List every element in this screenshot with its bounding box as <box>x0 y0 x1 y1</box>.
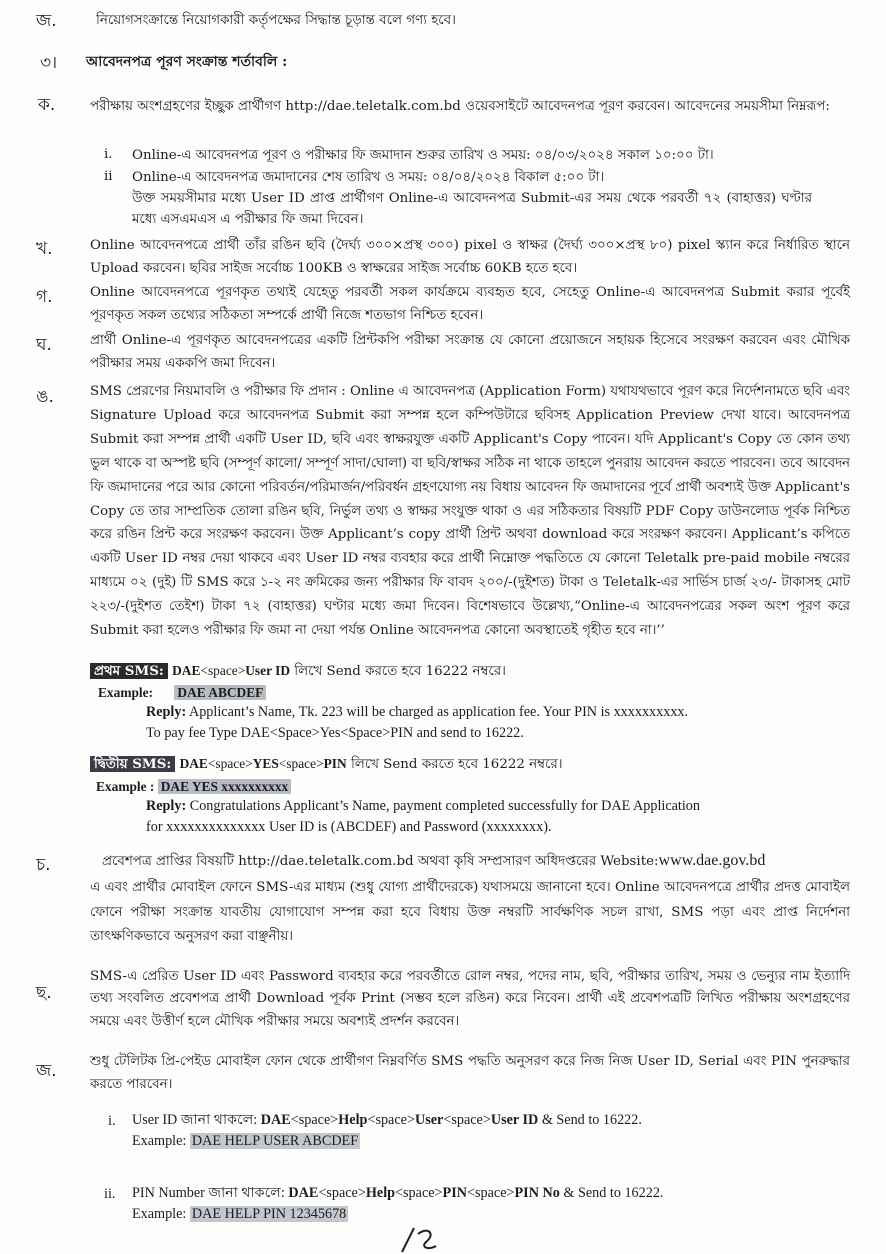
item-cha-text: এ এবং প্রার্থীর মোবাইল ফোনে SMS-এর মাধ্যম (শুধু যোগ্য প্রার্থীদেরকে) যথাসময়ে জানানো হবে। Online আবেদনপত্রে প্রার্থীর প্রদত্ত মোবাইল ফোনে পরীক্ষা সংক্রান্ত যাবতীয় যোগাযোগ সম্পন্ন করা হবে বিধায় উক্ত নম্বরটি সার্বক্ষণিক সচল রাখা, SMS পড়া এবং প্রাপ্ত নির্দেশনা তাৎক্ষণিকভাবে অনুসরণ করা বাঞ্ছনীয়। <box>90 880 850 944</box>
recover-userid-line <box>132 1110 852 1131</box>
sms2-command-line <box>90 753 850 775</box>
sms1-cmd-tail: লিখে Send করতে হবে 16222 নম্বরে। <box>290 664 506 679</box>
sms1-example-line <box>98 682 858 703</box>
sms1-label: প্রথম SMS: <box>90 663 168 679</box>
s2-pre: PIN Number জানা থাকলে: <box>132 1185 289 1201</box>
cha-first-line <box>102 850 862 872</box>
item-ja-text: শুধু টেলিটক প্রি-পেইড মোবাইল ফোন থেকে প্রার্থীগণ নিম্নবর্ণিত SMS পদ্ধতি অনুসরণ করে নিজ নিজ User ID, Serial এবং PIN পুনরুদ্ধার করতে পারবেন। <box>90 1054 850 1092</box>
item-gha-text: প্রার্থী Online-এ পূরণকৃত আবেদনপত্রের একটি প্রিন্টকপি পরীক্ষা সংক্রান্ত যে কোনো প্রয়োজনে সহায়ক হিসেবে সংরক্ষণ করবেন এবং মৌখিক পরীক্ষার সময় এককপি জমা দিবেন। <box>90 333 850 371</box>
s1-space3: <space> <box>443 1112 491 1128</box>
s2-pinno: PIN No <box>514 1185 560 1201</box>
s1-help: Help <box>338 1112 368 1128</box>
sms1-reply-text2: To pay fee Type DAE<Space>Yes<Space>PIN and send to 16222. <box>146 725 524 741</box>
sms2-cmd-dae: DAE <box>179 756 208 771</box>
handwritten-mark <box>396 1224 440 1254</box>
s1-userid: User ID <box>490 1112 539 1128</box>
application-start-date: Online-এ আবেদনপত্র পূরণ ও পরীক্ষার ফি জমাদান শুরুর তারিখ ও সময়: ০৪/০৩/২০২৪ সকাল ১০:০০ টা। <box>132 148 714 163</box>
s1-tail: & Send to 16222. <box>538 1112 642 1128</box>
s2-help: Help <box>365 1185 396 1201</box>
sms2-reply-text: Congratulations Applicant’s Name, payment completed successfully for DAE Application <box>186 798 700 814</box>
sms2-cmd-space2: <space> <box>278 756 324 771</box>
item-marker: ঙ. <box>36 387 54 407</box>
s2-dae: DAE <box>288 1185 319 1201</box>
s2-pin: PIN <box>442 1185 467 1201</box>
item-umo-text: SMS প্রেরণের নিয়মাবলি ও পরীক্ষার ফি প্রদান : Online এ আবেদনপত্র (Application Form) যথাযথভাবে পূরণ করে নির্দেশনামতে ছবি এবং Signature Upload করে আবেদনপত্র Submit করা সম্পন্ন হলে কম্পিউটারে ছবিসহ Application Preview দেখা যাবে। আবেদনপত্র Submit করা সম্পন্ন প্রার্থী একটি User ID, ছবি এবং স্বাক্ষরযুক্ত একটি Applicant's Copy পাবেন। যদি Applicant's Copy তে কোন তথ্য ভুল থাকে বা অস্পষ্ট ছবি (সম্পূর্ণ কালো/ সম্পূর্ণ সাদা/ঘোলা) বা ছবি/স্বাক্ষর সঠিক না থাকে তাহলে পুনরায় আবেদন করতে পারবেন। তবে আবেদন ফি জমাদানের পরে আর কোনো পরিবর্তন/পরিমার্জন/পরিবর্ধন গ্রহণযোগ্য নয় বিধায় আবেদন ফি জমাদানের পূর্বে প্রার্থী অবশ্যই উক্ত Applicant's Copy তে তার সাম্প্রতিক তোলা রঙিন ছবি, নির্ভুল তথ্য ও স্বাক্ষর সংযুক্ত থাকা ও এর সঠিকতার বিষয়টি PDF Copy ডাউনলোড পূর্বক নিশ্চিত করে রঙিন প্রিন্ট করে সংরক্ষণ করবেন। উক্ত Applicant’s copy প্রার্থী প্রিন্ট অথবা download করে সংরক্ষণ করবেন। Applicant’s কপিতে একটি User ID নম্বর দেয়া থাকবে এবং User ID নম্বর ব্যবহার করে প্রার্থী নিম্নোক্ত পদ্ধতিতে যে কোনো Teletalk pre-paid mobile নম্বরের মাধ্যমে ০২ (দুই) টি SMS করে ১-২ নং ক্রমিকের জন্য পরীক্ষার ফি বাবদ ২০০/-(দুইশত) টাকা ও Teletalk-এর সার্ভিস চার্জ ২৩/- টাকাসহ মোট ২২৩/-(দুইশত তেইশ) টাকা ৭২ (বাহাত্তর) ঘণ্টার মধ্যে জমা দিবেন। বিশেষভাবে উল্লেখ্য,“Online-এ আবেদনপত্রের সকল অংশ পূরণ করে Submit করা হলেও পরীক্ষার ফি জমা না দেয়া পর্যন্ত Online আবেদনপত্র কোনো অবস্থাতেই গৃহীত হবে না।’’ <box>90 384 850 639</box>
s1-user: User <box>414 1112 444 1128</box>
recover-userid-example <box>132 1131 852 1152</box>
s1-space1: <space> <box>290 1112 339 1128</box>
item-kha-text: Online আবেদনপত্রে প্রার্থী তাঁর রঙিন ছবি (দৈর্ঘ্য ৩০০×প্রস্থ ৩০০) pixel ও স্বাক্ষর (দৈর্ঘ্য ৩০০×প্রস্থ ৮০) pixel স্ক্যান করে নির্ধারিত স্থানে Upload করবেন। ছবির সাইজ সর্বোচ্চ 100KB ও স্বাক্ষরের সাইজ সর্বোচ্চ 60KB হতে হবে। <box>90 238 850 276</box>
sms2-cmd-yes: YES <box>252 756 279 771</box>
s2-example-value: DAE HELP PIN 12345678 <box>191 1206 347 1222</box>
s1-space2: <space> <box>367 1112 415 1128</box>
s1-example-label: Example: <box>132 1133 190 1149</box>
item-marker: জ. <box>36 1061 57 1081</box>
recover-pin-example <box>132 1204 852 1225</box>
dae-website-link[interactable]: www.dae.gov.bd <box>658 852 766 869</box>
sms2-example-value: DAE YES xxxxxxxxxx <box>158 779 291 794</box>
item-ka-text: পরীক্ষায় অংশগ্রহণের ইচ্ছুক প্রার্থীগণ http://dae.teletalk.com.bd ওয়েবসাইটে আবেদনপত্র পূরণ করবেন। আবেদনের সময়সীমা নিম্নরূপ: <box>90 99 830 114</box>
s1-example-value: DAE HELP USER ABCDEF <box>191 1133 359 1149</box>
item-chha-text: SMS-এ প্রেরিত User ID এবং Password ব্যবহার করে পরবর্তীতে রোল নম্বর, পদের নাম, ছবি, পরীক্ষার তারিখ, সময় ও ভেন্যুর নাম ইত্যাদি তথ্য সংবলিত প্রবেশপত্র প্রার্থী Download পূর্বক Print (সম্ভব হলে রঙিন) করে নিবেন। প্রার্থী এই প্রবেশপত্রটি লিখিত পরীক্ষায় অংশগ্রহণের সময়ে এবং উত্তীর্ণ হলে মৌখিক পরীক্ষার সময়ে অবশ্যই প্রদর্শন করবেন। <box>90 969 850 1029</box>
subitem-marker: ii. <box>104 1186 116 1202</box>
sms1-reply-text: Applicant’s Name, Tk. 223 will be charged as application fee. Your PIN is xxxxxxxxxx. <box>186 704 689 720</box>
item-marker: ক. <box>38 95 56 115</box>
sms2-example-line <box>96 776 856 797</box>
item-marker: জ. <box>36 11 57 31</box>
sms1-command-line <box>90 660 850 682</box>
section-number: ৩। <box>40 53 58 73</box>
cha-line1: প্রবেশপত্র প্রাপ্তির বিষয়টি http://dae.teletalk.com.bd অথবা কৃষি সম্প্রসারণ অধিদপ্তরের Website: <box>102 854 659 869</box>
sms2-cmd-space: <space> <box>207 756 253 771</box>
sms1-reply-line <box>146 702 866 723</box>
subitem-marker: i. <box>104 147 113 162</box>
item-marker: খ. <box>36 239 53 259</box>
s2-space2: <space> <box>395 1185 443 1201</box>
sms1-cmd-userid: User ID <box>245 663 291 678</box>
item-ga-text: Online আবেদনপত্রে পূরণকৃত তথ্যই যেহেতু পরবর্তী সকল কার্যক্রমে ব্যবহৃত হবে, সেহেতু Online-এ আবেদনপত্র Submit করার পূর্বেই পূরণকৃত সকল তথ্যের সঠিকতা সম্পর্কে প্রার্থী নিজে শতভাগ নিশ্চিত হবেন। <box>90 285 850 323</box>
sms2-reply-label: Reply: <box>146 798 187 814</box>
sms1-cmd-space: <space> <box>200 663 246 678</box>
item-marker: চ. <box>36 855 51 875</box>
s2-tail: & Send to 16222. <box>559 1185 664 1201</box>
sms1-reply-label: Reply: <box>146 704 187 720</box>
sms2-example-label: Example : <box>96 779 155 794</box>
sms2-cmd-pin: PIN <box>323 756 347 771</box>
sms2-reply-text2: for xxxxxxxxxxxxxx User ID is (ABCDEF) and Password (xxxxxxxx). <box>146 819 552 835</box>
section-heading: আবেদনপত্র পূরণ সংক্রান্ত শর্তাবলি : <box>86 54 288 70</box>
s1-dae: DAE <box>260 1112 291 1128</box>
sms1-example-label: Example: <box>98 685 154 700</box>
s2-space3: <space> <box>466 1185 515 1201</box>
item-marker: ছ. <box>36 983 52 1003</box>
fee-deadline-note: উক্ত সময়সীমার মধ্যে User ID প্রাপ্ত প্রার্থীগণ Online-এ আবেদনপত্র Submit-এর সময় থেকে পরবর্তী ৭২ (বাহাত্তর) ঘণ্টার মধ্যে এসএমএস এ পরীক্ষার ফি জমা দিবেন। <box>132 191 812 227</box>
sms1-example-value: DAE ABCDEF <box>174 685 266 700</box>
application-end-date: Online-এ আবেদনপত্র জমাদানের শেষ তারিখ ও সময়: ০৪/০৪/২০২৪ বিকাল ৫:০০ টা। <box>132 170 605 185</box>
sms2-cmd-tail: লিখে Send করতে হবে 16222 নম্বরে। <box>346 757 563 772</box>
s1-pre: User ID জানা থাকলে: <box>132 1112 261 1128</box>
closing-clause: নিয়োগসংক্রান্তে নিয়োগকারী কর্তৃপক্ষের সিদ্ধান্ত চূড়ান্ত বলে গণ্য হবে। <box>96 13 456 28</box>
recover-pin-line <box>132 1183 852 1204</box>
s2-space1: <space> <box>318 1185 366 1201</box>
sms2-reply-line <box>146 796 866 817</box>
item-marker: ঘ. <box>36 335 52 355</box>
item-marker: গ. <box>36 287 53 307</box>
sms2-label: দ্বিতীয় SMS: <box>90 756 175 772</box>
subitem-marker: ii <box>104 169 113 184</box>
subitem-marker: i. <box>108 1113 116 1129</box>
s2-example-label: Example: <box>132 1206 190 1222</box>
sms1-cmd-dae: DAE <box>172 663 201 678</box>
